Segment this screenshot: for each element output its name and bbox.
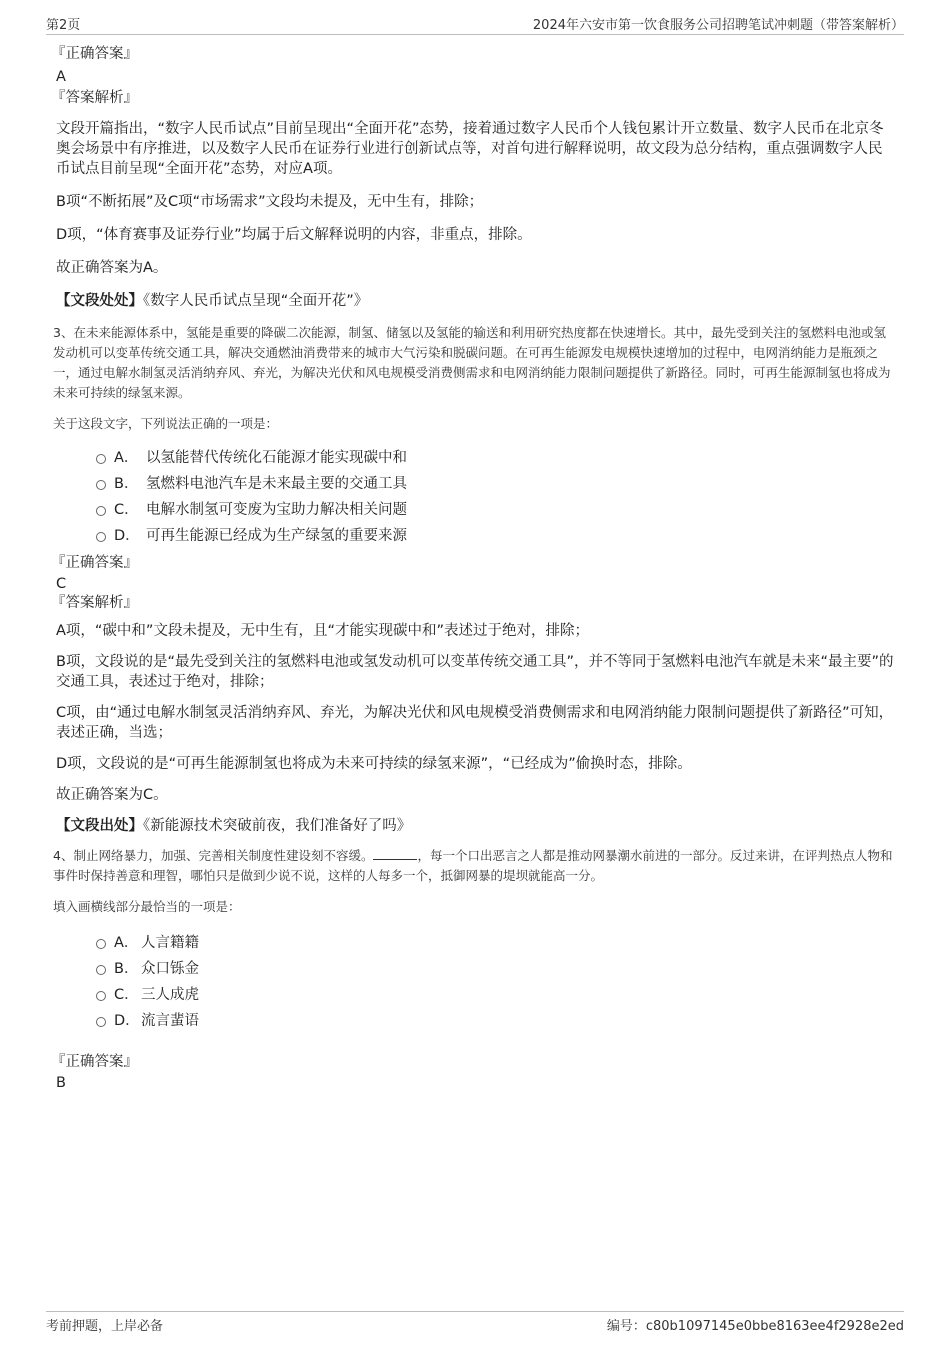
radio-button[interactable] bbox=[96, 939, 106, 949]
source-label: 【文段处处】 bbox=[56, 293, 143, 309]
analysis-paragraph: B项“不断拓展”及C项“市场需求”文段均未提及，无中生有，排除； bbox=[56, 194, 484, 210]
radio-button[interactable] bbox=[96, 506, 106, 516]
option-a[interactable]: A． 人言籍籍 bbox=[96, 930, 896, 956]
footer-slogan: 考前押题，上岸必备 bbox=[46, 1319, 164, 1334]
source-line bbox=[56, 816, 896, 836]
option-list bbox=[96, 930, 896, 1034]
answer-label: 『正确答案』 bbox=[51, 1054, 138, 1070]
option-b[interactable]: B． 氢燃料电池汽车是未来最主要的交通工具 bbox=[96, 471, 896, 497]
answer-value: B bbox=[56, 1075, 66, 1091]
analysis-paragraph: D项，“体育赛事及证券行业”均属于后文解释说明的内容，非重点，排除。 bbox=[56, 227, 532, 243]
answer-label: 『正确答案』 bbox=[51, 46, 138, 62]
source-line bbox=[56, 291, 896, 311]
analysis-paragraph: 文段开篇指出，“数字人民币试点”目前呈现出“全面开花”态势，接着通过数字人民币个人钱包累计开立数量、数字人民币在北京冬奥会场景中有序推进，以及数字人民币在证券行业进行创新试点等，对首句进行解释说明，故文段为总分结构，重点强调数字人民币试点目前呈现“全面开花”态势，对应A项。 bbox=[56, 121, 884, 177]
option-a[interactable]: A． 以氢能替代传统化石能源才能实现碳中和 bbox=[96, 445, 896, 471]
option-d[interactable]: D． 流言蜚语 bbox=[96, 1008, 896, 1034]
page-footer bbox=[46, 1311, 904, 1336]
document-title: 2024年六安市第一饮食服务公司招聘笔试冲刺题（带答案解析） bbox=[532, 18, 904, 33]
radio-button[interactable] bbox=[96, 965, 106, 975]
radio-button[interactable] bbox=[96, 991, 106, 1001]
radio-button[interactable] bbox=[96, 532, 106, 542]
question-prompt: 关于这段文字，下列说法正确的一项是： bbox=[53, 416, 279, 431]
analysis-paragraph: B项，文段说的是“最先受到关注的氢燃料电池或氢发动机可以变革传统交通工具”，并不等同于氢燃料电池汽车就是未来“最主要”的交通工具，表述过于绝对，排除； bbox=[56, 654, 894, 690]
analysis-paragraph: 故正确答案为A。 bbox=[56, 260, 168, 276]
question-text: 3、在未来能源体系中，氢能是重要的降碳二次能源，制氢、储氢以及氢能的输送和利用研究热度都在快速增长。其中，最先受到关注的氢燃料电池或氢发动机可以变革传统交通工具，解决交通燃油消费带来的城市大气污染和脱碳问题。在可再生能源发电规模快速增加的过程中，电网消纳能力是瓶颈之一，通过电解水制氢灵活消纳弃风、弃光，为解决光伏和风电规模受消费侧需求和电网消纳能力限制问题提供了新路径。同时，可再生能源制氢也将成为未来可持续的绿氢来源。 bbox=[53, 325, 891, 400]
analysis-paragraph: 故正确答案为C。 bbox=[56, 787, 168, 803]
option-c[interactable]: C． 电解水制氢可变废为宝助力解决相关问题 bbox=[96, 497, 896, 523]
analysis-label: 『答案解析』 bbox=[51, 595, 138, 611]
analysis-paragraph: D项，文段说的是“可再生能源制氢也将成为未来可持续的绿氢来源”，“已经成为”偷换时态，排除。 bbox=[56, 756, 692, 772]
question-prompt: 填入画横线部分最恰当的一项是： bbox=[53, 899, 241, 914]
radio-button[interactable] bbox=[96, 480, 106, 490]
option-list bbox=[96, 445, 896, 549]
option-b[interactable]: B． 众口铄金 bbox=[96, 956, 896, 982]
answer-label: 『正确答案』 bbox=[51, 555, 138, 571]
document-code: 编号：c80b1097145e0bbe8163ee4f2928e2ed bbox=[606, 1319, 904, 1334]
analysis-paragraph: C项，由“通过电解水制氢灵活消纳弃风、弃光，为解决光伏和风电规模受消费侧需求和电网消纳能力限制问题提供了新路径”可知，表述正确，当选； bbox=[56, 705, 894, 741]
analysis-label: 『答案解析』 bbox=[51, 90, 138, 106]
source-label: 【文段出处】 bbox=[56, 818, 143, 834]
analysis-paragraph: A项，“碳中和”文段未提及，无中生有，且“才能实现碳中和”表述过于绝对，排除； bbox=[56, 623, 589, 639]
page-header bbox=[46, 12, 904, 35]
document-body bbox=[51, 44, 896, 1093]
option-c[interactable]: C． 三人成虎 bbox=[96, 982, 896, 1008]
option-d[interactable]: D． 可再生能源已经成为生产绿氢的重要来源 bbox=[96, 523, 896, 549]
question-text: 4、制止网络暴力，加强、完善相关制度性建设刻不容缓。 ，每一个口出恶言之人都是推动网暴潮水前进的一部分。反过来讲，在评判热点人物和事件时保持善意和理智，哪怕只是做到少说不说，这样的人每多一个，抵御网暴的堤坝就能高一分。 bbox=[53, 848, 893, 883]
radio-button[interactable] bbox=[96, 454, 106, 464]
answer-value: A bbox=[56, 69, 66, 85]
answer-value: C bbox=[56, 576, 67, 592]
source-title: 《数字人民币试点呈现“全面开花”》 bbox=[143, 293, 369, 309]
page-number: 第2页 bbox=[46, 18, 81, 33]
source-title: 《新能源技术突破前夜，我们准备好了吗》 bbox=[143, 818, 412, 834]
radio-button[interactable] bbox=[96, 1017, 106, 1027]
fill-in-blank bbox=[373, 847, 417, 860]
